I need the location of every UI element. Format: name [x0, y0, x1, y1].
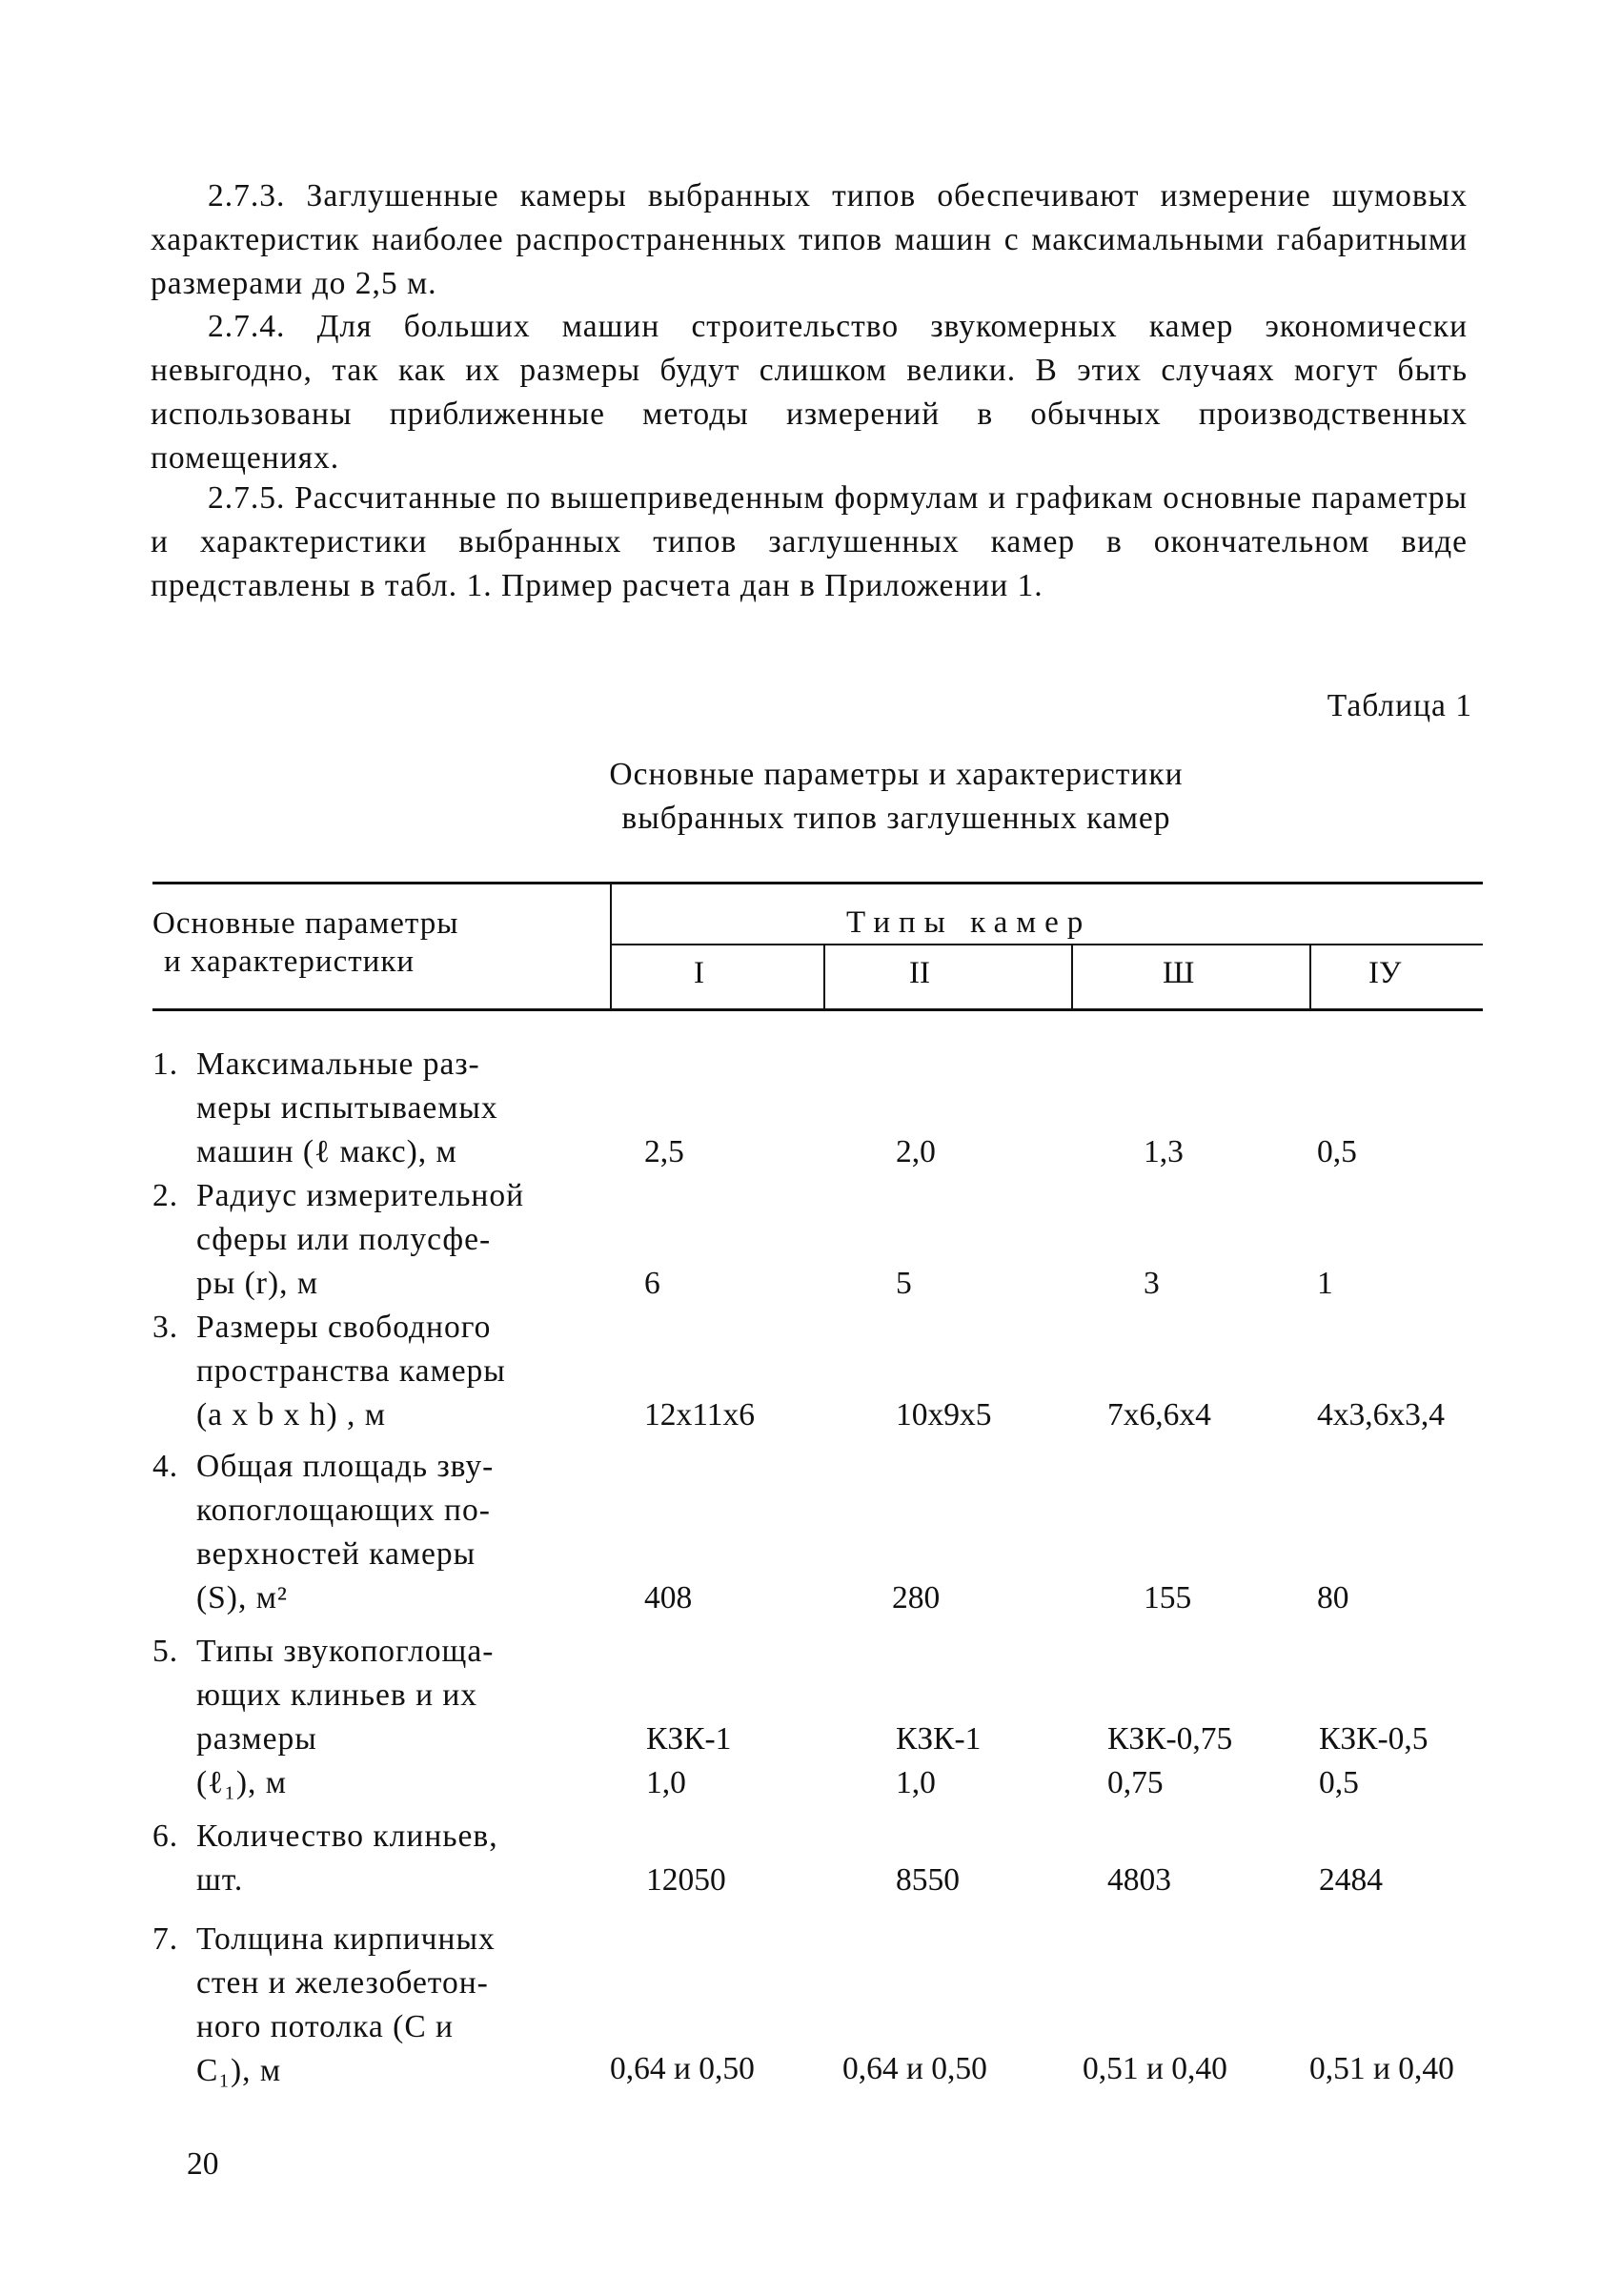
row-5-col-3-type: КЗК-0,75	[1107, 1721, 1233, 1757]
row-5-col-2-size: 1,0	[896, 1765, 936, 1800]
row-number: 7.	[152, 1921, 179, 1957]
row-number: 3.	[152, 1310, 179, 1345]
row-1-col-3: 1,3	[1144, 1134, 1184, 1169]
row-line: Общая площадь зву-	[196, 1449, 495, 1484]
row-6-col-3: 4803	[1107, 1862, 1171, 1898]
row-4-label	[152, 1445, 610, 1620]
row-6-col-4: 2484	[1319, 1862, 1383, 1898]
row-7-label	[152, 1918, 610, 2093]
row-5-col-1-type: КЗК-1	[646, 1721, 732, 1757]
header-params	[152, 904, 458, 981]
table-title-line1: Основные параметры и характеристики	[609, 757, 1184, 792]
row-number: 1.	[152, 1046, 179, 1082]
row-line: машин (ℓ макс), м	[196, 1134, 457, 1169]
row-line: сферы или полусфе-	[196, 1222, 492, 1257]
row-3-col-2: 10x9x5	[896, 1397, 992, 1432]
row-number: 2.	[152, 1178, 179, 1213]
row-4-col-3: 155	[1144, 1580, 1192, 1615]
row-6-label	[152, 1815, 610, 1902]
row-4-col-4: 80	[1317, 1580, 1349, 1615]
types-underline	[610, 944, 1483, 945]
paragraph-number: 2.7.3.	[208, 178, 286, 213]
row-line: ющих клиньев и их	[196, 1677, 478, 1713]
row-line: Количество клиньев,	[196, 1819, 498, 1854]
table-top-rule	[152, 882, 1483, 884]
paragraph-number: 2.7.5.	[208, 480, 286, 516]
page-number: 20	[187, 2146, 219, 2182]
row-line: (ℓ₁), м	[196, 1765, 287, 1800]
row-5-label	[152, 1630, 610, 1805]
row-1-col-1: 2,5	[644, 1134, 684, 1169]
row-7-col-3: 0,51 и 0,40	[1083, 2051, 1227, 2086]
row-3-label	[152, 1306, 610, 1437]
row-line: (S), м²	[196, 1580, 288, 1615]
row-line: стен и железобетон-	[196, 1965, 489, 2001]
row-number: 6.	[152, 1819, 179, 1854]
paragraph-2-7-3	[151, 174, 1468, 306]
row-line: меры испытываемых	[196, 1090, 498, 1126]
row-line: (a x b x h) , м	[196, 1397, 387, 1432]
col-head-4: IУ	[1368, 956, 1402, 990]
row-5-col-2-type: КЗК-1	[896, 1721, 982, 1757]
col-head-3: Ш	[1163, 956, 1195, 990]
table-label: Таблица 1	[1327, 688, 1472, 723]
row-number: 4.	[152, 1449, 179, 1484]
row-line: C₁), м	[196, 2053, 282, 2088]
row-5-col-1-size: 1,0	[646, 1765, 686, 1800]
col-divider-3	[1309, 944, 1311, 1010]
row-4-col-1: 408	[644, 1580, 693, 1615]
row-line: Размеры свободного	[196, 1310, 492, 1345]
paragraph-number: 2.7.4.	[208, 309, 286, 344]
header-bottom-rule	[152, 1008, 1483, 1011]
paragraph-text: Рассчитанные по вышеприведенным формулам и графикам основные параметры и характеристики выбранных типов заглушенных камер в окончательном виде представлены в табл. 1. Пример расчета дан в Приложении 1.	[151, 480, 1468, 603]
row-7-col-4: 0,51 и 0,40	[1309, 2051, 1454, 2086]
table-title-line2: выбранных типов заглушенных камер	[621, 801, 1171, 836]
row-6-col-1: 12050	[646, 1862, 726, 1898]
row-2-col-2: 5	[896, 1266, 912, 1301]
col-head-2: II	[909, 956, 930, 990]
paragraph-2-7-5	[151, 477, 1468, 608]
row-line: Типы звукопоглоща-	[196, 1634, 495, 1669]
row-5-col-3-size: 0,75	[1107, 1765, 1164, 1800]
row-2-col-3: 3	[1144, 1266, 1160, 1301]
row-line: размеры	[196, 1721, 317, 1757]
paragraph-text: Заглушенные камеры выбранных типов обеспечивают измерение шумовых характеристик наиболее распространенных типов машин с максимальными габаритными размерами до 2,5 м.	[151, 178, 1468, 301]
row-2-label	[152, 1174, 610, 1306]
row-1-col-4: 0,5	[1317, 1134, 1357, 1169]
row-line: ры (r), м	[196, 1266, 319, 1301]
col-divider-1	[823, 944, 825, 1010]
row-3-col-1: 12x11x6	[644, 1397, 756, 1432]
row-number: 5.	[152, 1634, 179, 1669]
row-4-col-2: 280	[892, 1580, 941, 1615]
col-head-1: I	[694, 956, 704, 990]
row-7-col-1: 0,64 и 0,50	[610, 2051, 755, 2086]
header-params-line1: Основные параметры	[152, 906, 459, 941]
paragraph-text: Для больших машин строительство звукомерных камер экономически невыгодно, так как их размеры будут слишком велики. В этих случаях могут быть использованы приближенные методы измерений в обычных производственных помещениях.	[151, 309, 1469, 476]
row-line: шт.	[196, 1862, 244, 1898]
row-line: пространства камеры	[196, 1353, 506, 1389]
row-line: верхностей камеры	[196, 1536, 476, 1572]
col-divider-2	[1071, 944, 1073, 1010]
header-params-line2: и характеристики	[164, 945, 415, 979]
row-line: ного потолка (С и	[196, 2009, 454, 2044]
row-6-col-2: 8550	[896, 1862, 960, 1898]
row-2-col-4: 1	[1317, 1266, 1333, 1301]
paragraph-2-7-4	[151, 305, 1468, 480]
row-line: копоглощающих по-	[196, 1493, 491, 1528]
row-1-label	[152, 1043, 610, 1174]
row-line: Толщина кирпичных	[196, 1921, 496, 1957]
row-line: Радиус измерительной	[196, 1178, 525, 1213]
row-2-col-1: 6	[644, 1266, 660, 1301]
header-types: Типы камер	[846, 905, 1092, 940]
row-1-col-2: 2,0	[896, 1134, 936, 1169]
row-5-col-4-type: КЗК-0,5	[1319, 1721, 1429, 1757]
row-3-col-4: 4x3,6x3,4	[1317, 1397, 1445, 1432]
row-3-col-3: 7x6,6x4	[1107, 1397, 1211, 1432]
header-divider	[610, 882, 612, 1010]
row-line: Максимальные раз-	[196, 1046, 480, 1082]
row-5-col-4-size: 0,5	[1319, 1765, 1359, 1800]
row-7-col-2: 0,64 и 0,50	[842, 2051, 987, 2086]
